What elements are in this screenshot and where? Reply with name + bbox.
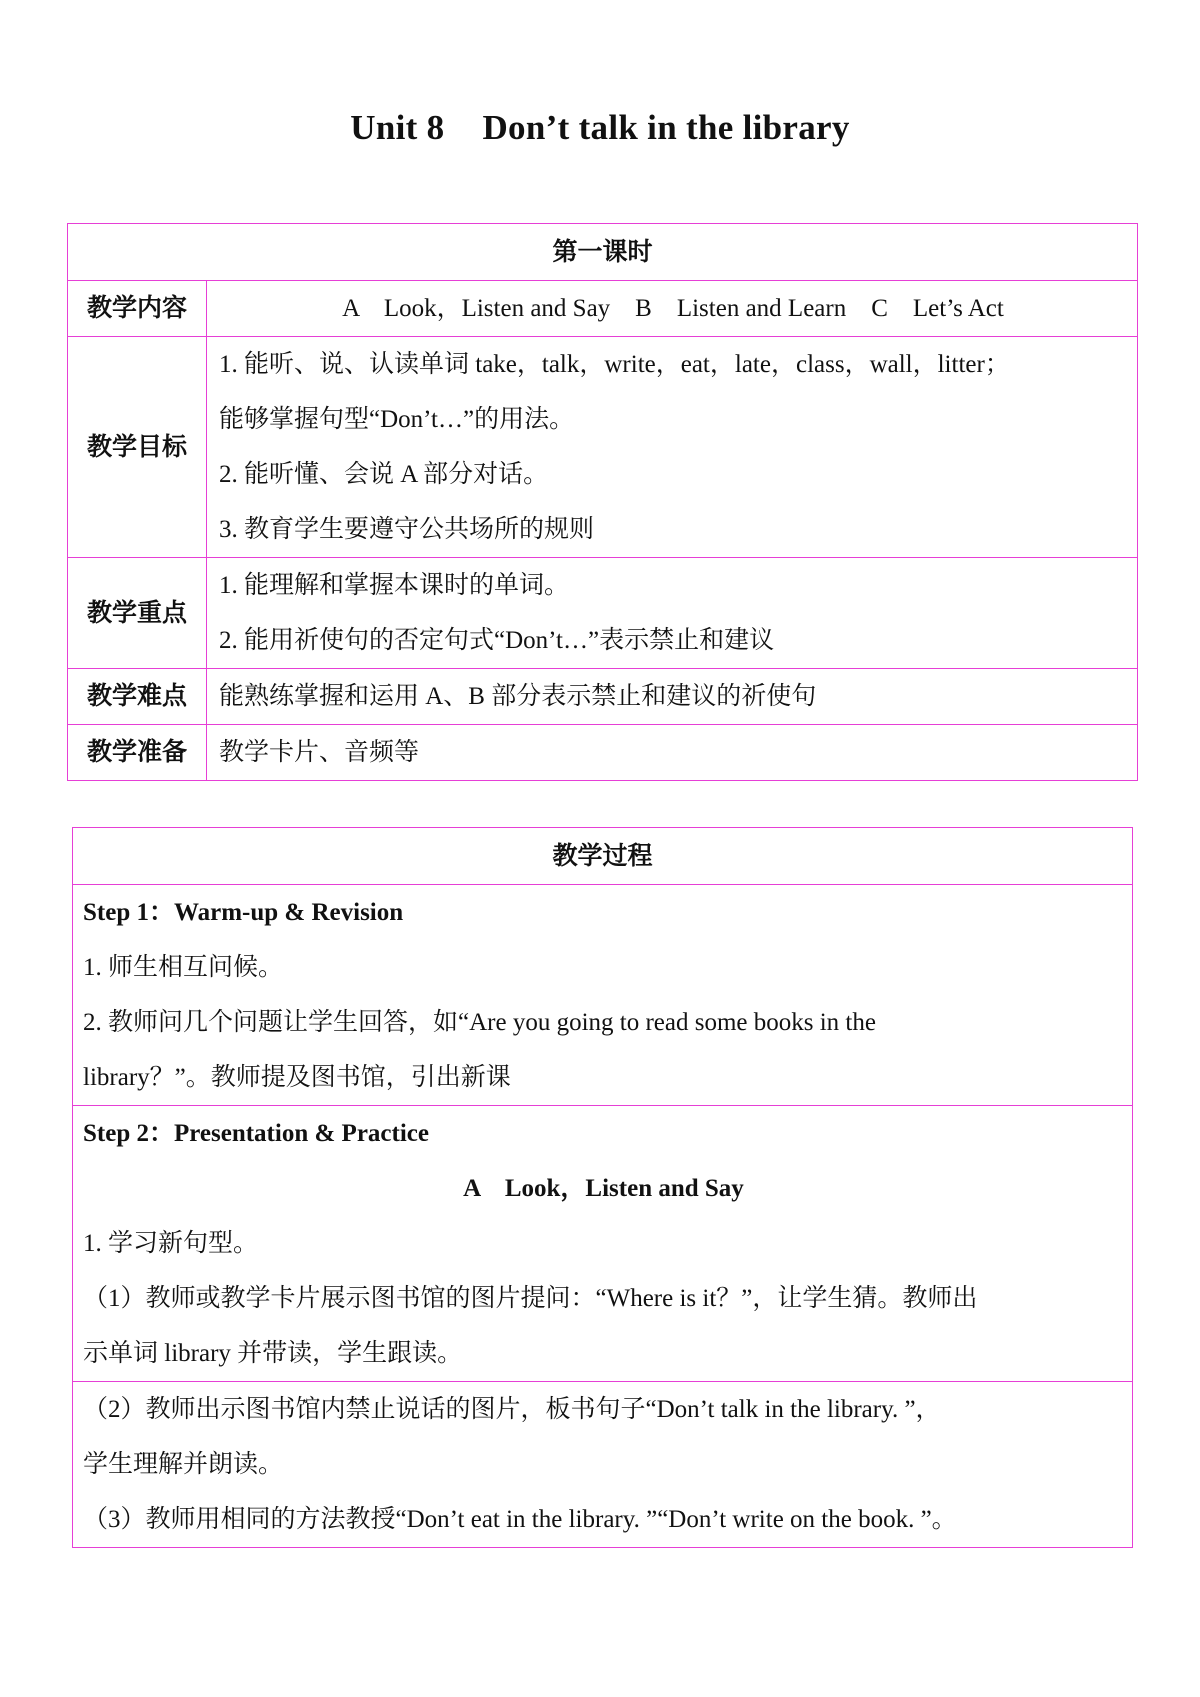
objective-line: 1. 能听、说、认读单词 take，talk，write，eat，late，class，wall，litter； — [219, 351, 1010, 378]
row-label-objectives: 教学目标 — [68, 337, 207, 558]
section-header-lesson: 第一课时 — [68, 224, 1138, 281]
lesson-info-table — [67, 223, 1138, 781]
table-row — [68, 281, 1138, 337]
step2-line: 示单词 library 并带读，学生跟读。 — [83, 1340, 463, 1367]
table-row — [73, 885, 1133, 1106]
table-row — [68, 337, 1138, 558]
step1-line: 2. 教师问几个问题让学生回答，如“Are you going to read some books in the — [83, 1009, 876, 1036]
row-label-content: 教学内容 — [68, 281, 207, 337]
teaching-process-table — [72, 827, 1133, 1548]
key-point-line: 2. 能用祈使句的否定句式“Don’t…”表示禁止和建议 — [219, 627, 775, 654]
row-label-difficulties: 教学难点 — [68, 669, 207, 725]
table-row — [73, 1106, 1133, 1382]
table-row — [68, 224, 1138, 281]
step1-line: library？”。教师提及图书馆，引出新课 — [83, 1064, 511, 1091]
step2-line: （1）教师或教学卡片展示图书馆的图片提问：“Where is it？”，让学生猜。教师出 — [83, 1285, 978, 1312]
table-row — [73, 1382, 1133, 1548]
table-row — [68, 725, 1138, 781]
step2-line: （2）教师出示图书馆内禁止说话的图片，板书句子“Don’t talk in the library. ”， — [83, 1396, 941, 1423]
step1-title: Step 1：Warm-up & Revision — [83, 899, 404, 926]
row-label-key-points: 教学重点 — [68, 558, 207, 669]
table-row — [73, 828, 1133, 885]
preparation-line: 教学卡片、音频等 — [219, 739, 420, 766]
step1-cell — [73, 885, 1133, 1106]
row-value-preparation — [207, 725, 1138, 781]
step2-title: Step 2：Presentation & Practice — [83, 1120, 429, 1147]
step1-line: 1. 师生相互问候。 — [83, 954, 284, 981]
row-value-difficulties — [207, 669, 1138, 725]
page-title — [0, 108, 1200, 148]
key-point-line: 1. 能理解和掌握本课时的单词。 — [219, 572, 570, 599]
row-value-content — [207, 281, 1138, 337]
table-row — [68, 558, 1138, 669]
step2-cell-a — [73, 1106, 1133, 1382]
unit-number: Unit 8 — [350, 108, 445, 147]
unit-topic: Don’t talk in the library — [482, 108, 850, 147]
step2-line: 学生理解并朗读。 — [83, 1451, 284, 1478]
row-value-key-points — [207, 558, 1138, 669]
objective-line: 能够掌握句型“Don’t…”的用法。 — [219, 406, 575, 433]
objective-line: 2. 能听懂、会说 A 部分对话。 — [219, 461, 549, 488]
step2-cell-b — [73, 1382, 1133, 1548]
row-label-preparation: 教学准备 — [68, 725, 207, 781]
difficulty-line: 能熟练掌握和运用 A、B 部分表示禁止和建议的祈使句 — [219, 683, 817, 710]
table-row — [68, 669, 1138, 725]
step2-line: 1. 学习新句型。 — [83, 1230, 259, 1257]
section-header-process: 教学过程 — [73, 828, 1133, 885]
step2-line: （3）教师用相同的方法教授“Don’t eat in the library. ”“Don’t write on the book. ”。 — [83, 1506, 957, 1533]
content-line: A Look，Listen and Say B Listen and Learn C Let’s Act — [342, 295, 1004, 322]
objective-line: 3. 教育学生要遵守公共场所的规则 — [219, 516, 595, 543]
step2-subtitle: A Look，Listen and Say — [463, 1175, 744, 1202]
row-value-objectives — [207, 337, 1138, 558]
